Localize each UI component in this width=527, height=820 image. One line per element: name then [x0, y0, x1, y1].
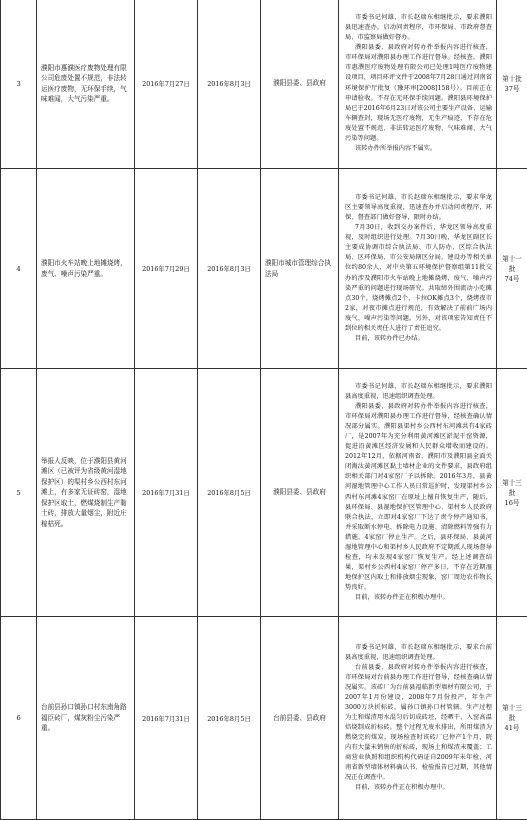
- batch-number: [497, 169, 527, 369]
- deadline-date: 2016年8月3日: [198, 169, 261, 369]
- result-paragraph: 目前，该转办件正在积极办理中。: [345, 593, 492, 603]
- result-paragraph: 目前，该转办件已办结。: [345, 334, 492, 344]
- responsible-unit: 濮阳县委、县政府: [261, 0, 339, 169]
- deadline-date: 2016年8月5日: [198, 369, 261, 617]
- result-paragraph: 濮阳县委、县政府对转办件举报内容进行核查，市环保局对濮阳县办理工作进行督导，经核查确认情况部分属实。濮阳县渠村乡公西村东河滩共有4家砖厂，是2007年为充分利用黄河滩区淤泥干窑资源，促进沿黄滩区经济发展和人民群众增收而建设的。2012年12月，依据河南省、濮阳市及濮阳县全面关闭淘汰黄河滩区黏土墙材企业的文件要求，县政府组织相关部门对4家窑厂予以拆除。2016年3月，县黄河湿地管理中心工作人员日常巡护时，发现渠村乡公西村东河滩4家窑厂在原址上擅自恢复生产，随后，县环保局、县湿地保护区管理中心、渠村乡人民政府联合执法，立即对4家窑厂下达了责令停产通知书，并采取断水停电、拆除电力设施、清除燃料等强有力措施，4家窑厂停止生产。之后，县环保局、县黄河湿地管理中心和渠村乡人民政府不定期派人现场督导检查，均未发现4家窑厂恢复生产。经上述调查结果，渠村乡公西村4家窑厂停产多日，不存在近期湿地保护区内取土和排放烟尘现象，窑厂周边农作物长势良好。: [345, 402, 492, 593]
- responsible-unit: 濮阳市城市管理综合执法局: [261, 169, 339, 369]
- deadline-date: 2016年8月3日: [198, 0, 261, 169]
- issue-description: 濮阳市惠濮医疗废物处理有限公司危废处置不规范，非法转运医疗废物，无环保手续，气味难闻，大气污染严重。: [37, 0, 135, 169]
- result-paragraph: 台前县委、县政府对转办件举报内容进行核查，市环保局对台前县办理工作进行督导，经核查确认情况属实。该砖厂为台前县福临新型墙材有限公司，于2007年1月份建设，2008年7月份投产，年生产3000万块折标砖，属孙口镇孙口村管辖。生产过程为土和煤渣用水混匀后切成砖坯，经晒干、入窑高温焙烧制成折标砖。整个过程无废水排出，所用煤渣为燃烧完的煤炭，现场检查时该砖厂已停产1个月，院内有大量未销售的折标砖，现场土和煤渣未覆盖；工商营业执照和组织机构代码证自2009年未年检，河南省新型墙体材料确认书、检验报告已过期，其他情况正在调查中。: [345, 663, 492, 784]
- result-paragraph: 市委书记何雄、市长赵瑞东相继批示，要求濮阳县高度重视，迅速组织调查处理。: [345, 382, 492, 402]
- row-index: 5: [1, 369, 37, 617]
- result-paragraph: 市委书记何雄、市长赵瑞东相继批示，要求华龙区主要领导高度重视，迅速查办并启动问责程序，环保、督查部门做好督导，限时办结。: [345, 193, 492, 223]
- received-date: 2016年7月31日: [135, 617, 198, 820]
- batch-number: [497, 617, 527, 820]
- issue-description: 台前县孙口镇孙口村东南角路福臣砖厂，煤灰粉尘污染严重。: [37, 617, 135, 820]
- result-paragraph: 7月30日，收到交办案件后，华龙区领导高度重视，及时组织进行处理。7月30日晚，华龙区副区长主要成协调市综合执法局、市人防办、区综合执法局、区环保局、市公安局辖区分局，建设办等相关单位约80余人，对中央第五环境保护督察组第11批交办的涉及濮阳市火车站晚上地摊烧烤，废气、噪声污染严重的问题进行现场研究。共取缔外围流动小吃摊点30个，烧烤摊点2个，卡拉OK摊点3个，烧烤夜市2家，对夜市摊点进行规范，有效解决了前前广场内废气、噪声污染等问题。另外，对该项宏告知责任不到位的相关责任人进行了责任追究。: [345, 223, 492, 334]
- received-date: 2016年7月27日: [135, 0, 198, 169]
- row-index: 6: [1, 617, 37, 820]
- responsible-unit: 台前县委、县政府: [261, 617, 339, 820]
- received-date: 2016年7月29日: [135, 169, 198, 369]
- deadline-date: 2016年8月5日: [198, 617, 261, 820]
- batch-number: [497, 0, 527, 169]
- batch-number: [497, 369, 527, 617]
- row-index: 3: [1, 0, 37, 169]
- batch-label: 第十批 37号: [502, 75, 522, 93]
- batch-label: 第十三批 16号: [502, 479, 522, 507]
- responsible-unit: 濮阳县委、县政府: [261, 369, 339, 617]
- handling-result: [339, 0, 497, 169]
- result-paragraph: 市委书记何雄、市长赵瑞东相继批示，要求台前县高度重视，迅速组织调查处理。: [345, 643, 492, 663]
- table-row: [1, 0, 527, 169]
- table-row: [1, 369, 527, 617]
- handling-result: [339, 369, 497, 617]
- table-row: [1, 617, 527, 820]
- issue-description: 濮阳市火车站晚上地摊烧烤，废气、噪声污染严重。: [37, 169, 135, 369]
- received-date: 2016年7月31日: [135, 369, 198, 617]
- table-row: [1, 169, 527, 369]
- row-index: 4: [1, 169, 37, 369]
- result-paragraph: 该转办件所举报内容不属实。: [345, 144, 492, 154]
- batch-label: 第十三批 41号: [502, 704, 522, 732]
- handling-result: [339, 617, 497, 820]
- handling-result: [339, 169, 497, 369]
- batch-label: 第十一批 74号: [502, 255, 522, 283]
- result-paragraph: 濮阳县委、县政府对转办件举报内容进行核查，市环保局对濮阳县办理工作进行督导。经核查，濮阳市惠濮医疗废物处理有限公司已处理1吨医疗废物建设项目，项目环评文件于2008年7月28日通过河南省环境保护厅批复（豫环审[2008]158号）。目前正在申请验收。不存在无环保手续问题。濮阳县环境保护局已于2016年6月23日对该公司主要生产设备、运输车辆查封，现场无医疗废物，无生产痕迹，不存在危废处置不规范、非法转运医疗废物、气味难闻、大气污染等问题。: [345, 43, 492, 143]
- issue-description: 举报人反映，位于濮阳县黄河滩区（已被评为省级黄河湿地保护区）的渠村乡公西村东河滩上，有多家无证砖窑，湿地保护区取土，燃煤烧制生产黏土砖，排放大量烟尘，附近庄稼枯死。: [37, 369, 135, 617]
- result-paragraph: 目前，该转办件正在积极办理中。: [345, 783, 492, 793]
- result-paragraph: 市委书记何雄、市长赵瑞东相继批示，要求濮阳县迅速查办，启动问责程序，市环保局、市政府督查局、市监察局做好督办。: [345, 13, 492, 43]
